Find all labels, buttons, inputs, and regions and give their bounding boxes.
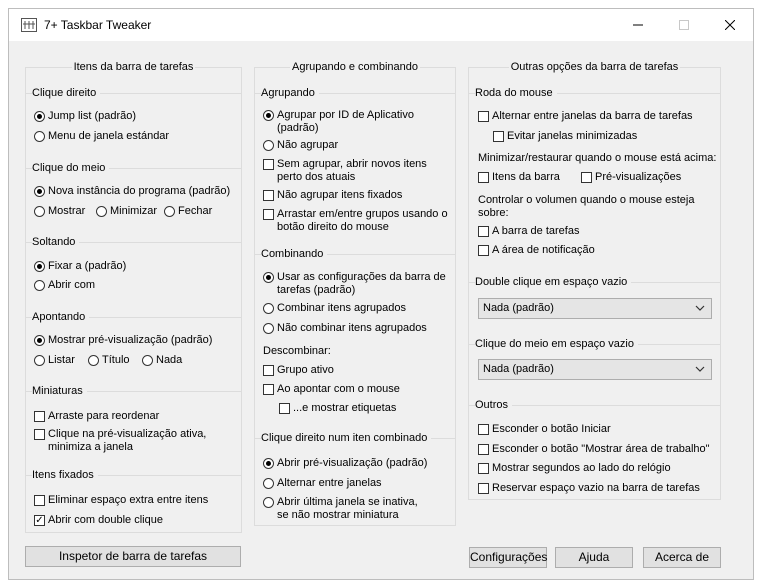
- maximize-icon: [679, 20, 689, 30]
- radio-combine-grouped[interactable]: Combinar itens agrupados: [263, 302, 406, 315]
- checkbox-drag-groups[interactable]: Arrastar em/entre grupos usando o botão direito do mouse: [263, 208, 448, 234]
- section-title: Agrupando: [261, 87, 319, 99]
- minimize-icon: [633, 20, 643, 30]
- checkbox-double-click[interactable]: ✓ Abrir com double clique: [35, 514, 163, 526]
- checkbox-on-hover[interactable]: Ao apontar com o mouse: [263, 383, 400, 396]
- grouping-combining-group: [254, 61, 456, 526]
- close-button[interactable]: [707, 9, 753, 41]
- radio-cycle-windows[interactable]: Alternar entre janelas: [263, 477, 382, 490]
- help-button[interactable]: Ajuda: [555, 547, 633, 568]
- taskbar-items-group: [25, 61, 242, 533]
- middle-click-section: [26, 162, 241, 174]
- radio-new-instance[interactable]: Nova instância do programa (padrão): [34, 185, 230, 198]
- combining-section: [255, 248, 455, 260]
- checkbox-hide-start[interactable]: Esconder o botão Iniciar: [478, 423, 611, 436]
- minmax-label: Minimizar/restaurar quando o mouse está acima:: [478, 152, 717, 164]
- group-title-grouping: Agrupando e combinando: [292, 61, 418, 73]
- midclick-dropdown[interactable]: Nada (padrão): [478, 359, 712, 380]
- radio-show[interactable]: Mostrar: [34, 205, 85, 218]
- radio-open-preview[interactable]: Abrir pré-visualização (padrão): [263, 457, 427, 470]
- grouping-section: [255, 87, 455, 99]
- app-icon: [21, 18, 37, 32]
- radio-nothing[interactable]: Nada: [142, 354, 182, 367]
- radio-pin-to[interactable]: Fixar a (padrão): [34, 260, 126, 273]
- other-options-group: [468, 61, 721, 500]
- settings-button[interactable]: Configurações: [469, 547, 547, 568]
- radio-open-last[interactable]: Abrir última janela se inativa, se não mostrar miniatura: [263, 496, 418, 522]
- checkbox-open-near[interactable]: Sem agrupar, abrir novos itens perto dos atuais: [263, 158, 427, 184]
- radio-use-taskbar-settings[interactable]: Usar as configurações da barra de tarefas (padrão): [263, 271, 446, 297]
- radio-minimize[interactable]: Minimizar: [96, 205, 157, 218]
- checkbox-cycle-windows[interactable]: Alternar entre janelas da barra de tarefas: [478, 110, 693, 123]
- radio-title[interactable]: Título: [88, 354, 130, 367]
- section-title: Apontando: [32, 311, 89, 323]
- inspector-button[interactable]: Inspetor de barra de tarefas: [25, 546, 241, 567]
- checkbox-drag-reorder[interactable]: Arraste para reordenar: [34, 410, 159, 423]
- section-title: Roda do mouse: [475, 87, 557, 99]
- radio-close[interactable]: Fechar: [164, 205, 212, 218]
- drop-section: [26, 236, 241, 248]
- about-button[interactable]: Acerca de: [643, 547, 721, 568]
- checkbox-click-minimize[interactable]: Clique na pré-visualização ativa, minimiza a janela: [34, 428, 206, 454]
- volume-label: Controlar o volumen quando o mouse esteja sobre:: [478, 194, 695, 219]
- radio-no-combine[interactable]: Não combinar itens agrupados: [263, 322, 427, 335]
- radio-window-menu[interactable]: Menu de janela estándar: [34, 130, 169, 143]
- wheel-section: [469, 87, 720, 99]
- title-bar[interactable]: [9, 9, 753, 41]
- section-title: Clique direito num iten combinado: [261, 432, 431, 444]
- checkbox-previews[interactable]: Pré-visualizações: [581, 171, 681, 184]
- section-title: Itens fixados: [32, 469, 98, 481]
- thumbnails-section: [26, 385, 241, 397]
- section-title: Soltando: [32, 236, 79, 248]
- checkbox-reserve-space[interactable]: Reservar espaço vazio na barra de tarefas: [478, 482, 700, 495]
- midclick-section: [469, 338, 720, 350]
- radio-jumplist[interactable]: Jump list (padrão): [34, 110, 136, 123]
- decombine-label: Descombinar:: [263, 345, 331, 357]
- section-title: Clique do meio em espaço vazio: [475, 338, 638, 350]
- hover-section: [26, 311, 241, 323]
- chevron-down-icon: [695, 303, 705, 313]
- other-section: [469, 399, 720, 411]
- radio-open-with[interactable]: Abrir com: [34, 279, 95, 292]
- client-area: [9, 41, 753, 579]
- radio-no-group[interactable]: Não agrupar: [263, 139, 338, 152]
- checkbox-no-group-pinned[interactable]: Não agrupar itens fixados: [263, 189, 402, 202]
- section-title: Double clique em espaço vazio: [475, 276, 631, 288]
- close-icon: [725, 20, 735, 30]
- checkbox-volume-tray[interactable]: A área de notificação: [478, 244, 595, 257]
- radio-list[interactable]: Listar: [34, 354, 75, 367]
- section-title: Combinando: [261, 248, 327, 260]
- checkbox-skip-minimized[interactable]: Evitar janelas minimizadas: [493, 130, 637, 143]
- group-title-taskbar-items: Itens da barra de tarefas: [73, 61, 194, 73]
- app-window: [8, 8, 754, 580]
- checkbox-taskbar-items[interactable]: Itens da barra: [478, 171, 560, 184]
- checkbox-remove-gap[interactable]: Eliminar espaço extra entre itens: [34, 494, 208, 507]
- section-title: Clique direito: [32, 87, 100, 99]
- right-click-section: [26, 87, 241, 99]
- radio-group-by-appid[interactable]: Agrupar por ID de Aplicativo (padrão): [263, 109, 414, 135]
- checkbox-show-labels[interactable]: ...e mostrar etiquetas: [279, 402, 396, 415]
- section-title: Clique do meio: [32, 162, 109, 174]
- checkbox-show-seconds[interactable]: Mostrar segundos ao lado do relógio: [478, 462, 671, 475]
- group-title-other: Outras opções da barra de tarefas: [510, 61, 679, 73]
- dblclick-section: [469, 276, 720, 288]
- chevron-down-icon: [695, 364, 705, 374]
- radio-show-preview[interactable]: Mostrar pré-visualização (padrão): [34, 334, 212, 347]
- maximize-button[interactable]: [661, 9, 707, 41]
- pinned-section: [26, 469, 241, 481]
- checkbox-active-group[interactable]: Grupo ativo: [263, 364, 334, 377]
- section-title: Miniaturas: [32, 385, 87, 397]
- dblclick-dropdown[interactable]: Nada (padrão): [478, 298, 712, 319]
- checkbox-hide-desktop[interactable]: Esconder o botão "Mostrar área de trabalho": [478, 443, 710, 456]
- section-title: Outros: [475, 399, 512, 411]
- checkbox-volume-taskbar[interactable]: A barra de tarefas: [478, 225, 579, 238]
- right-click-combined-section: [255, 432, 455, 444]
- window-title: 7+ Taskbar Tweaker: [44, 18, 152, 32]
- minimize-button[interactable]: [615, 9, 661, 41]
